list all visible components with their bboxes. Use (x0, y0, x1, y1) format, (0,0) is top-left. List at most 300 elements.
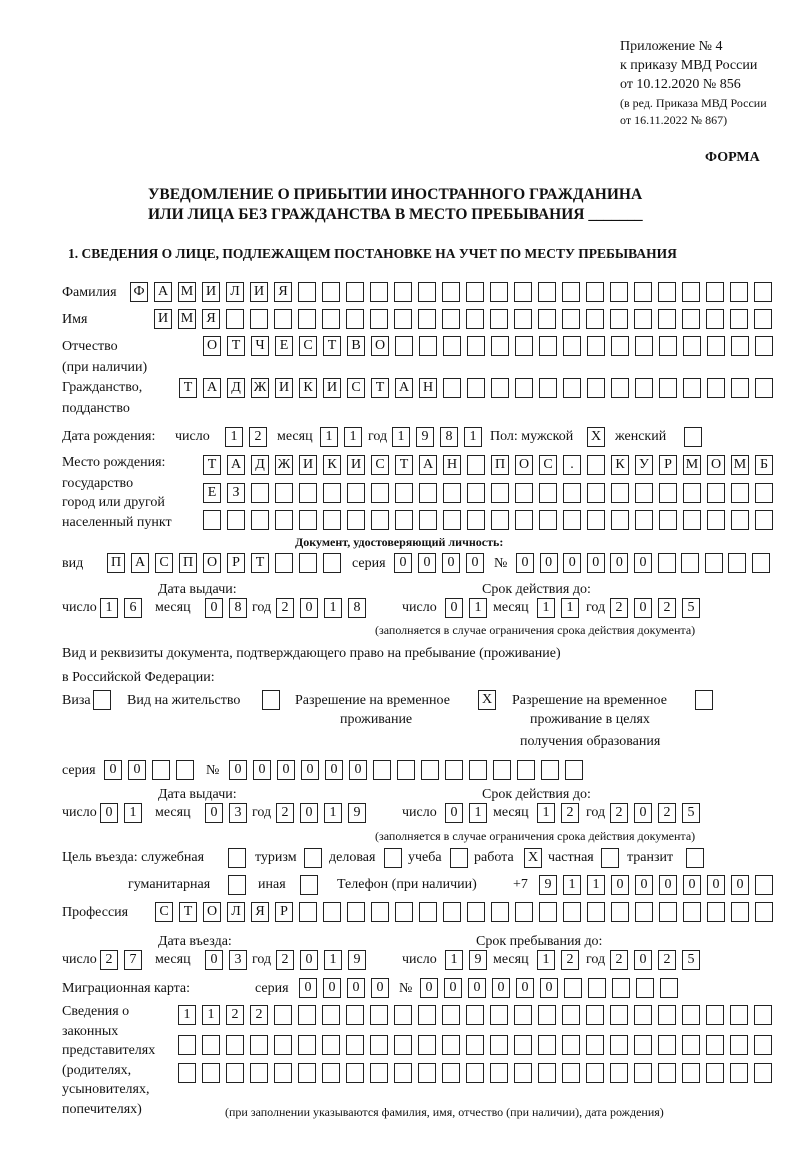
char-box[interactable] (443, 378, 461, 398)
char-box[interactable]: 0 (371, 978, 389, 998)
char-box[interactable]: 0 (323, 978, 341, 998)
char-box[interactable]: 1 (392, 427, 410, 447)
char-box[interactable]: 6 (124, 598, 142, 618)
char-box[interactable]: 0 (205, 598, 223, 618)
char-box[interactable] (610, 1035, 628, 1055)
char-box[interactable] (730, 1063, 748, 1083)
char-box[interactable] (755, 378, 773, 398)
char-box[interactable] (731, 510, 749, 530)
char-box[interactable]: Я (251, 902, 269, 922)
char-box[interactable] (322, 309, 340, 329)
char-box[interactable]: Я (274, 282, 292, 302)
char-box[interactable] (418, 1063, 436, 1083)
char-box[interactable] (731, 336, 749, 356)
char-box[interactable] (564, 978, 582, 998)
char-box[interactable] (754, 309, 772, 329)
char-box[interactable] (346, 282, 364, 302)
char-box[interactable] (298, 1063, 316, 1083)
char-box[interactable] (421, 760, 439, 780)
char-box[interactable] (274, 1005, 292, 1025)
char-box[interactable] (658, 309, 676, 329)
char-box[interactable] (514, 1005, 532, 1025)
char-box[interactable]: 1 (324, 950, 342, 970)
char-box[interactable]: 0 (229, 760, 247, 780)
char-box[interactable]: О (707, 455, 725, 475)
char-box[interactable]: 0 (540, 978, 558, 998)
char-box[interactable]: 0 (516, 553, 534, 573)
char-box[interactable] (299, 483, 317, 503)
char-box[interactable]: М (178, 309, 196, 329)
char-box[interactable] (304, 848, 322, 868)
char-box[interactable] (636, 978, 654, 998)
char-box[interactable]: 0 (347, 978, 365, 998)
char-box[interactable]: 0 (420, 978, 438, 998)
char-box[interactable]: О (203, 336, 221, 356)
char-box[interactable] (635, 483, 653, 503)
char-box[interactable] (442, 282, 460, 302)
char-box[interactable]: X (478, 690, 496, 710)
char-box[interactable]: Е (203, 483, 221, 503)
char-box[interactable]: 2 (276, 803, 294, 823)
char-box[interactable] (635, 336, 653, 356)
char-box[interactable]: И (154, 309, 172, 329)
char-box[interactable] (659, 510, 677, 530)
char-box[interactable] (586, 282, 604, 302)
char-box[interactable] (731, 483, 749, 503)
char-box[interactable]: 0 (611, 875, 629, 895)
char-box[interactable] (659, 378, 677, 398)
char-box[interactable] (370, 1063, 388, 1083)
char-box[interactable]: Н (419, 378, 437, 398)
char-box[interactable]: 1 (587, 875, 605, 895)
char-box[interactable]: К (299, 378, 317, 398)
char-box[interactable]: Т (227, 336, 245, 356)
char-box[interactable]: К (323, 455, 341, 475)
char-box[interactable] (275, 553, 293, 573)
char-box[interactable] (490, 1005, 508, 1025)
char-box[interactable]: Л (226, 282, 244, 302)
char-box[interactable] (202, 1035, 220, 1055)
char-box[interactable] (394, 282, 412, 302)
char-box[interactable] (178, 1063, 196, 1083)
char-box[interactable] (634, 282, 652, 302)
char-box[interactable] (634, 309, 652, 329)
char-box[interactable]: . (563, 455, 581, 475)
char-box[interactable] (611, 902, 629, 922)
char-box[interactable] (418, 309, 436, 329)
char-box[interactable] (565, 760, 583, 780)
char-box[interactable] (467, 483, 485, 503)
char-box[interactable] (491, 510, 509, 530)
char-box[interactable] (250, 1063, 268, 1083)
char-box[interactable]: 1 (537, 950, 555, 970)
char-box[interactable] (300, 875, 318, 895)
char-box[interactable] (152, 760, 170, 780)
char-box[interactable]: О (203, 553, 221, 573)
char-box[interactable] (587, 336, 605, 356)
char-box[interactable]: 9 (348, 950, 366, 970)
char-box[interactable]: 8 (229, 598, 247, 618)
char-box[interactable] (490, 1035, 508, 1055)
char-box[interactable]: 0 (659, 875, 677, 895)
char-box[interactable]: 9 (348, 803, 366, 823)
char-box[interactable] (395, 483, 413, 503)
char-box[interactable] (418, 282, 436, 302)
char-box[interactable] (226, 1063, 244, 1083)
char-box[interactable]: К (611, 455, 629, 475)
char-box[interactable]: 0 (634, 950, 652, 970)
char-box[interactable]: 0 (468, 978, 486, 998)
char-box[interactable]: С (155, 902, 173, 922)
char-box[interactable] (226, 309, 244, 329)
char-box[interactable]: 5 (682, 803, 700, 823)
char-box[interactable]: 2 (250, 1005, 268, 1025)
char-box[interactable] (755, 483, 773, 503)
char-box[interactable]: Б (755, 455, 773, 475)
char-box[interactable] (251, 483, 269, 503)
char-box[interactable]: X (524, 848, 542, 868)
char-box[interactable]: 0 (492, 978, 510, 998)
char-box[interactable]: 0 (587, 553, 605, 573)
char-box[interactable] (659, 483, 677, 503)
char-box[interactable] (706, 282, 724, 302)
char-box[interactable] (251, 510, 269, 530)
char-box[interactable] (514, 1063, 532, 1083)
char-box[interactable]: 0 (300, 598, 318, 618)
char-box[interactable]: 2 (276, 950, 294, 970)
char-box[interactable]: 0 (277, 760, 295, 780)
char-box[interactable]: Д (251, 455, 269, 475)
char-box[interactable] (658, 282, 676, 302)
char-box[interactable]: О (371, 336, 389, 356)
char-box[interactable] (683, 483, 701, 503)
char-box[interactable] (515, 483, 533, 503)
char-box[interactable]: 0 (634, 598, 652, 618)
char-box[interactable] (394, 309, 412, 329)
char-box[interactable] (706, 1035, 724, 1055)
char-box[interactable] (371, 902, 389, 922)
char-box[interactable] (394, 1035, 412, 1055)
char-box[interactable]: 5 (682, 598, 700, 618)
char-box[interactable] (371, 510, 389, 530)
char-box[interactable]: 0 (707, 875, 725, 895)
char-box[interactable]: 0 (610, 553, 628, 573)
char-box[interactable]: 5 (682, 950, 700, 970)
char-box[interactable] (635, 902, 653, 922)
char-box[interactable] (659, 336, 677, 356)
char-box[interactable] (682, 1035, 700, 1055)
char-box[interactable] (490, 282, 508, 302)
char-box[interactable]: А (395, 378, 413, 398)
char-box[interactable] (731, 378, 749, 398)
char-box[interactable] (262, 690, 280, 710)
char-box[interactable]: 1 (324, 803, 342, 823)
char-box[interactable] (730, 282, 748, 302)
char-box[interactable] (586, 309, 604, 329)
char-box[interactable]: 0 (445, 598, 463, 618)
char-box[interactable] (731, 902, 749, 922)
char-box[interactable] (515, 378, 533, 398)
char-box[interactable] (419, 510, 437, 530)
char-box[interactable]: 0 (466, 553, 484, 573)
char-box[interactable] (442, 1005, 460, 1025)
char-box[interactable] (394, 1005, 412, 1025)
char-box[interactable] (728, 553, 746, 573)
char-box[interactable]: С (299, 336, 317, 356)
char-box[interactable] (442, 309, 460, 329)
char-box[interactable] (202, 1063, 220, 1083)
char-box[interactable]: 2 (561, 950, 579, 970)
char-box[interactable]: В (347, 336, 365, 356)
char-box[interactable]: С (371, 455, 389, 475)
char-box[interactable] (539, 483, 557, 503)
char-box[interactable]: С (539, 455, 557, 475)
char-box[interactable] (227, 510, 245, 530)
char-box[interactable] (563, 510, 581, 530)
char-box[interactable]: 8 (440, 427, 458, 447)
char-box[interactable] (467, 378, 485, 398)
char-box[interactable] (588, 978, 606, 998)
char-box[interactable]: О (203, 902, 221, 922)
char-box[interactable]: А (419, 455, 437, 475)
char-box[interactable] (228, 848, 246, 868)
char-box[interactable]: Т (179, 378, 197, 398)
char-box[interactable]: Л (227, 902, 245, 922)
char-box[interactable] (538, 1035, 556, 1055)
char-box[interactable]: 0 (444, 978, 462, 998)
char-box[interactable]: Ч (251, 336, 269, 356)
char-box[interactable] (695, 690, 713, 710)
char-box[interactable]: П (491, 455, 509, 475)
char-box[interactable] (541, 760, 559, 780)
char-box[interactable] (515, 510, 533, 530)
char-box[interactable] (611, 336, 629, 356)
char-box[interactable] (515, 902, 533, 922)
char-box[interactable] (707, 510, 725, 530)
char-box[interactable] (539, 378, 557, 398)
char-box[interactable] (562, 309, 580, 329)
char-box[interactable]: 0 (634, 803, 652, 823)
char-box[interactable] (634, 1005, 652, 1025)
char-box[interactable]: И (347, 455, 365, 475)
char-box[interactable]: 2 (658, 598, 676, 618)
char-box[interactable]: 0 (442, 553, 460, 573)
char-box[interactable]: 0 (205, 950, 223, 970)
char-box[interactable] (443, 483, 461, 503)
char-box[interactable] (755, 336, 773, 356)
char-box[interactable]: М (683, 455, 701, 475)
char-box[interactable] (683, 510, 701, 530)
char-box[interactable] (538, 282, 556, 302)
char-box[interactable] (347, 510, 365, 530)
char-box[interactable]: И (250, 282, 268, 302)
char-box[interactable] (586, 1035, 604, 1055)
char-box[interactable] (563, 483, 581, 503)
char-box[interactable] (275, 510, 293, 530)
char-box[interactable]: 0 (540, 553, 558, 573)
char-box[interactable]: 1 (445, 950, 463, 970)
char-box[interactable]: 8 (348, 598, 366, 618)
char-box[interactable]: И (299, 455, 317, 475)
char-box[interactable]: 2 (658, 950, 676, 970)
char-box[interactable] (322, 282, 340, 302)
char-box[interactable] (346, 1035, 364, 1055)
char-box[interactable] (466, 1035, 484, 1055)
char-box[interactable] (539, 336, 557, 356)
char-box[interactable]: Р (227, 553, 245, 573)
char-box[interactable] (250, 1035, 268, 1055)
char-box[interactable] (658, 1063, 676, 1083)
char-box[interactable]: 1 (100, 598, 118, 618)
char-box[interactable] (587, 455, 605, 475)
char-box[interactable]: 1 (225, 427, 243, 447)
char-box[interactable] (587, 510, 605, 530)
char-box[interactable]: 0 (418, 553, 436, 573)
char-box[interactable] (491, 902, 509, 922)
char-box[interactable]: 1 (537, 598, 555, 618)
char-box[interactable] (299, 902, 317, 922)
char-box[interactable] (517, 760, 535, 780)
char-box[interactable] (635, 378, 653, 398)
char-box[interactable] (611, 510, 629, 530)
char-box[interactable] (395, 336, 413, 356)
char-box[interactable] (493, 760, 511, 780)
char-box[interactable] (754, 1005, 772, 1025)
char-box[interactable] (684, 427, 702, 447)
char-box[interactable] (443, 902, 461, 922)
char-box[interactable]: Н (443, 455, 461, 475)
char-box[interactable]: 1 (561, 598, 579, 618)
char-box[interactable] (707, 336, 725, 356)
char-box[interactable]: 0 (394, 553, 412, 573)
char-box[interactable] (178, 1035, 196, 1055)
char-box[interactable] (634, 1035, 652, 1055)
char-box[interactable]: 2 (610, 598, 628, 618)
char-box[interactable] (730, 1035, 748, 1055)
char-box[interactable] (514, 309, 532, 329)
char-box[interactable]: Т (395, 455, 413, 475)
char-box[interactable]: 0 (516, 978, 534, 998)
char-box[interactable] (346, 1005, 364, 1025)
char-box[interactable] (658, 1005, 676, 1025)
char-box[interactable] (274, 1035, 292, 1055)
char-box[interactable] (466, 1063, 484, 1083)
char-box[interactable] (610, 309, 628, 329)
char-box[interactable] (586, 1005, 604, 1025)
char-box[interactable]: 2 (276, 598, 294, 618)
char-box[interactable]: 0 (253, 760, 271, 780)
char-box[interactable] (706, 309, 724, 329)
char-box[interactable] (226, 1035, 244, 1055)
char-box[interactable]: 2 (658, 803, 676, 823)
char-box[interactable]: О (515, 455, 533, 475)
char-box[interactable]: 1 (202, 1005, 220, 1025)
char-box[interactable]: 3 (229, 950, 247, 970)
char-box[interactable]: 0 (205, 803, 223, 823)
char-box[interactable]: А (154, 282, 172, 302)
char-box[interactable] (275, 483, 293, 503)
char-box[interactable]: 1 (464, 427, 482, 447)
char-box[interactable] (250, 309, 268, 329)
char-box[interactable] (601, 848, 619, 868)
char-box[interactable] (347, 483, 365, 503)
char-box[interactable] (228, 875, 246, 895)
char-box[interactable]: Д (227, 378, 245, 398)
char-box[interactable]: П (179, 553, 197, 573)
char-box[interactable]: И (323, 378, 341, 398)
char-box[interactable] (371, 483, 389, 503)
char-box[interactable] (467, 336, 485, 356)
char-box[interactable] (466, 309, 484, 329)
char-box[interactable] (323, 510, 341, 530)
char-box[interactable] (346, 309, 364, 329)
char-box[interactable]: 1 (124, 803, 142, 823)
char-box[interactable]: Ж (251, 378, 269, 398)
char-box[interactable]: 0 (299, 978, 317, 998)
char-box[interactable] (274, 1063, 292, 1083)
char-box[interactable] (707, 483, 725, 503)
char-box[interactable] (587, 902, 605, 922)
char-box[interactable] (587, 378, 605, 398)
char-box[interactable] (610, 282, 628, 302)
char-box[interactable] (322, 1063, 340, 1083)
char-box[interactable]: 0 (634, 553, 652, 573)
char-box[interactable]: Р (275, 902, 293, 922)
char-box[interactable]: Р (659, 455, 677, 475)
char-box[interactable] (418, 1005, 436, 1025)
char-box[interactable] (681, 553, 699, 573)
char-box[interactable] (370, 282, 388, 302)
char-box[interactable] (659, 902, 677, 922)
char-box[interactable] (658, 553, 676, 573)
char-box[interactable] (323, 483, 341, 503)
char-box[interactable] (635, 510, 653, 530)
char-box[interactable] (442, 1063, 460, 1083)
char-box[interactable] (706, 1005, 724, 1025)
char-box[interactable] (586, 1063, 604, 1083)
char-box[interactable] (610, 1005, 628, 1025)
char-box[interactable] (322, 1005, 340, 1025)
char-box[interactable]: Е (275, 336, 293, 356)
char-box[interactable] (563, 902, 581, 922)
char-box[interactable] (298, 1035, 316, 1055)
char-box[interactable] (562, 282, 580, 302)
char-box[interactable] (705, 553, 723, 573)
char-box[interactable] (682, 1005, 700, 1025)
char-box[interactable] (562, 1063, 580, 1083)
char-box[interactable]: 1 (320, 427, 338, 447)
char-box[interactable] (443, 336, 461, 356)
char-box[interactable]: 2 (610, 950, 628, 970)
char-box[interactable] (730, 1005, 748, 1025)
char-box[interactable]: 0 (104, 760, 122, 780)
char-box[interactable] (373, 760, 391, 780)
char-box[interactable]: М (731, 455, 749, 475)
char-box[interactable]: Т (203, 455, 221, 475)
char-box[interactable]: Т (371, 378, 389, 398)
char-box[interactable] (347, 902, 365, 922)
char-box[interactable] (612, 978, 630, 998)
char-box[interactable]: З (227, 483, 245, 503)
char-box[interactable]: И (202, 282, 220, 302)
char-box[interactable]: 2 (100, 950, 118, 970)
char-box[interactable] (397, 760, 415, 780)
char-box[interactable] (491, 483, 509, 503)
char-box[interactable] (450, 848, 468, 868)
char-box[interactable] (299, 510, 317, 530)
char-box[interactable] (467, 510, 485, 530)
char-box[interactable] (660, 978, 678, 998)
